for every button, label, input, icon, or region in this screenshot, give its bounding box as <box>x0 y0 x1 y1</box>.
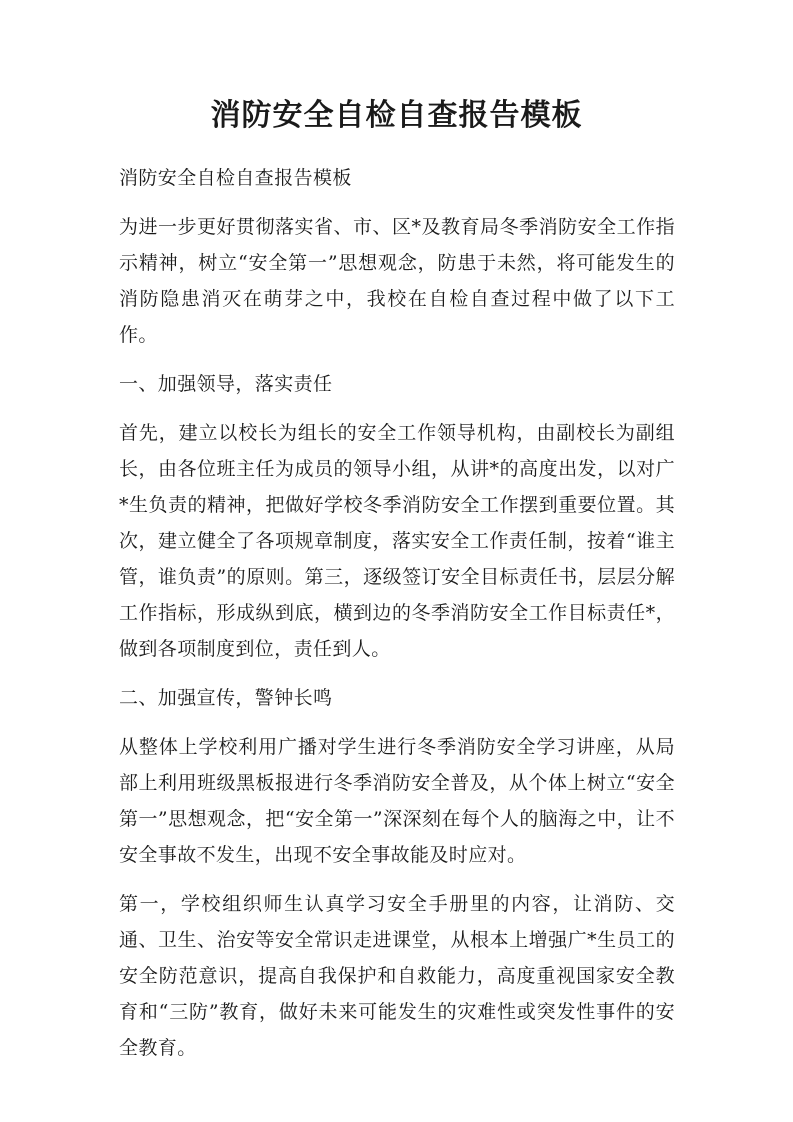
document-subtitle: 消防安全自检自查报告模板 <box>119 167 352 189</box>
section-1-paragraph: 首先，建立以校长为组长的安全工作领导机构，由副校长为副组长，由各位班主任为成员的领导小组，从讲*的高度出发，以对广*生负责的精神，把做好学校冬季消防安全工作摆到重要位置。其次，建立健全了各项规章制度，落实安全工作责任制，按着“谁主管，谁负责”的原则。第三，逐级签订安全目标责任书，层层分解工作指标，形成纵到底，横到边的冬季消防安全工作目标责任*，做到各项制度到位，责任到人。 <box>119 422 675 660</box>
intro-paragraph: 为进一步更好贯彻落实省、市、区*及教育局冬季消防安全工作指示精神，树立“安全第一”思想观念，防患于未然，将可能发生的消防隐患消灭在萌芽之中，我校在自检自查过程中做了以下工作。 <box>119 216 675 346</box>
section-2-heading: 二、加强宣传，警钟长鸣 <box>119 687 333 709</box>
document-body <box>119 160 675 1079</box>
document-title: 消防安全自检自查报告模板 <box>210 98 583 133</box>
section-2-paragraph-2: 第一，学校组织师生认真学习安全手册里的内容，让消防、交通、卫生、治安等安全常识走进课堂，从根本上增强广*生员工的安全防范意识，提高自我保护和自救能力，高度重视国家安全教育和“三防”教育，做好未来可能发生的灾难性或突发性事件的安全教育。 <box>119 893 675 1059</box>
section-1-heading: 一、加强领导，落实责任 <box>119 373 333 395</box>
section-2-paragraph-1: 从整体上学校利用广播对学生进行冬季消防安全学习讲座，从局部上利用班级黑板报进行冬季消防安全普及，从个体上树立“安全第一”思想观念，把“安全第一”深深刻在每个人的脑海之中，让不安全事故不发生，出现不安全事故能及时应对。 <box>119 736 675 866</box>
